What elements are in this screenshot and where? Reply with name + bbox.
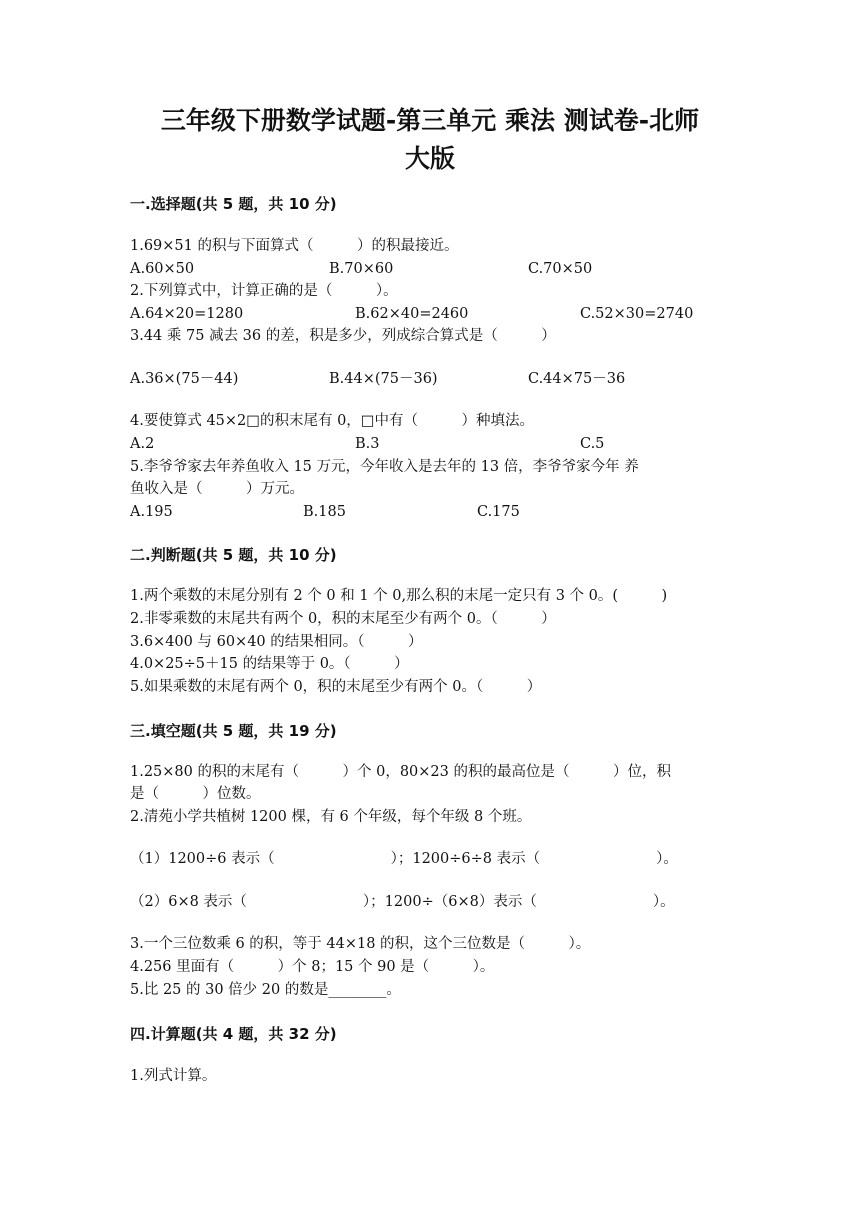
question-stem: 1.69×51 的积与下面算式（ ）的积最接近。 (130, 238, 459, 254)
option-c: C.175 (477, 504, 520, 520)
judge-item: 1.两个乘数的末尾分别有 2 个 0 和 1 个 0,那么积的末尾一定只有 3 个 0。( ) (130, 588, 668, 604)
fill-subitem: （2）6×8 表示（ ）；1200÷（6×8）表示（ ）。 (130, 894, 675, 910)
judge-item: 5.如果乘数的末尾有两个 0，积的末尾至少有两个 0。（ ） (130, 679, 542, 695)
option-c: C.70×50 (528, 261, 593, 277)
fill-item: 3.一个三位数乘 6 的积，等于 44×18 的积，这个三位数是（ ）。 (130, 936, 591, 952)
judge-item: 3.6×400 与 60×40 的结果相同。（ ） (130, 634, 423, 650)
title-line-1: 三年级下册数学试题-第三单元 乘法 测试卷-北师 (160, 106, 700, 135)
question-stem: 5.李爷爷家去年养鱼收入 15 万元，今年收入是去年的 13 倍，李爷爷家今年 养 (130, 459, 639, 475)
option-a: A.64×20=1280 (130, 306, 244, 322)
judge-item: 2.非零乘数的末尾共有两个 0，积的末尾至少有两个 0。（ ） (130, 611, 556, 627)
judge-item: 4.0×25÷5＋15 的结果等于 0。（ ） (130, 656, 409, 672)
option-b: B.185 (303, 504, 346, 520)
fill-item-continued: 是（ ）位数。 (130, 786, 261, 802)
fill-item: 4.256 里面有（ ）个 8；15 个 90 是（ ）。 (130, 959, 495, 975)
option-a: A.2 (130, 436, 155, 452)
question-stem: 3.44 乘 75 减去 36 的差，积是多少，列成综合算式是（ ） (130, 328, 556, 344)
option-c: C.52×30=2740 (580, 306, 694, 322)
option-a: A.36×(75－44) (130, 371, 239, 387)
option-a: A.60×50 (130, 261, 195, 277)
question-stem: 2.下列算式中，计算正确的是（ ）。 (130, 283, 398, 299)
fill-item: 5.比 25 的 30 倍少 20 的数是________。 (130, 982, 401, 998)
fill-subitem: （1）1200÷6 表示（ ）；1200÷6÷8 表示（ ）。 (130, 851, 678, 867)
option-b: B.44×(75－36) (329, 371, 438, 387)
option-c: C.5 (580, 436, 605, 452)
section-heading-fill: 三.填空题(共 5 题，共 19 分) (130, 722, 337, 740)
option-b: B.62×40=2460 (355, 306, 469, 322)
title-line-2: 大版 (404, 144, 455, 173)
option-b: B.3 (355, 436, 380, 452)
exam-title (80, 102, 780, 178)
option-c: C.44×75－36 (528, 371, 626, 387)
question-stem-continued: 鱼收入是（ ）万元。 (130, 481, 304, 497)
option-b: B.70×60 (329, 261, 394, 277)
section-heading-judge: 二.判断题(共 5 题，共 10 分) (130, 546, 337, 564)
calc-item: 1.列式计算。 (130, 1068, 217, 1084)
fill-item: 1.25×80 的积的末尾有（ ）个 0，80×23 的积的最高位是（ ）位，积 (130, 764, 671, 780)
question-stem: 4.要使算式 45×2□的积末尾有 0，□中有（ ）种填法。 (130, 413, 535, 429)
section-heading-calc: 四.计算题(共 4 题，共 32 分) (130, 1025, 337, 1043)
option-a: A.195 (130, 504, 173, 520)
section-heading-choice: 一.选择题(共 5 题，共 10 分) (130, 195, 337, 213)
fill-item: 2.清苑小学共植树 1200 棵，有 6 个年级，每个年级 8 个班。 (130, 809, 532, 825)
